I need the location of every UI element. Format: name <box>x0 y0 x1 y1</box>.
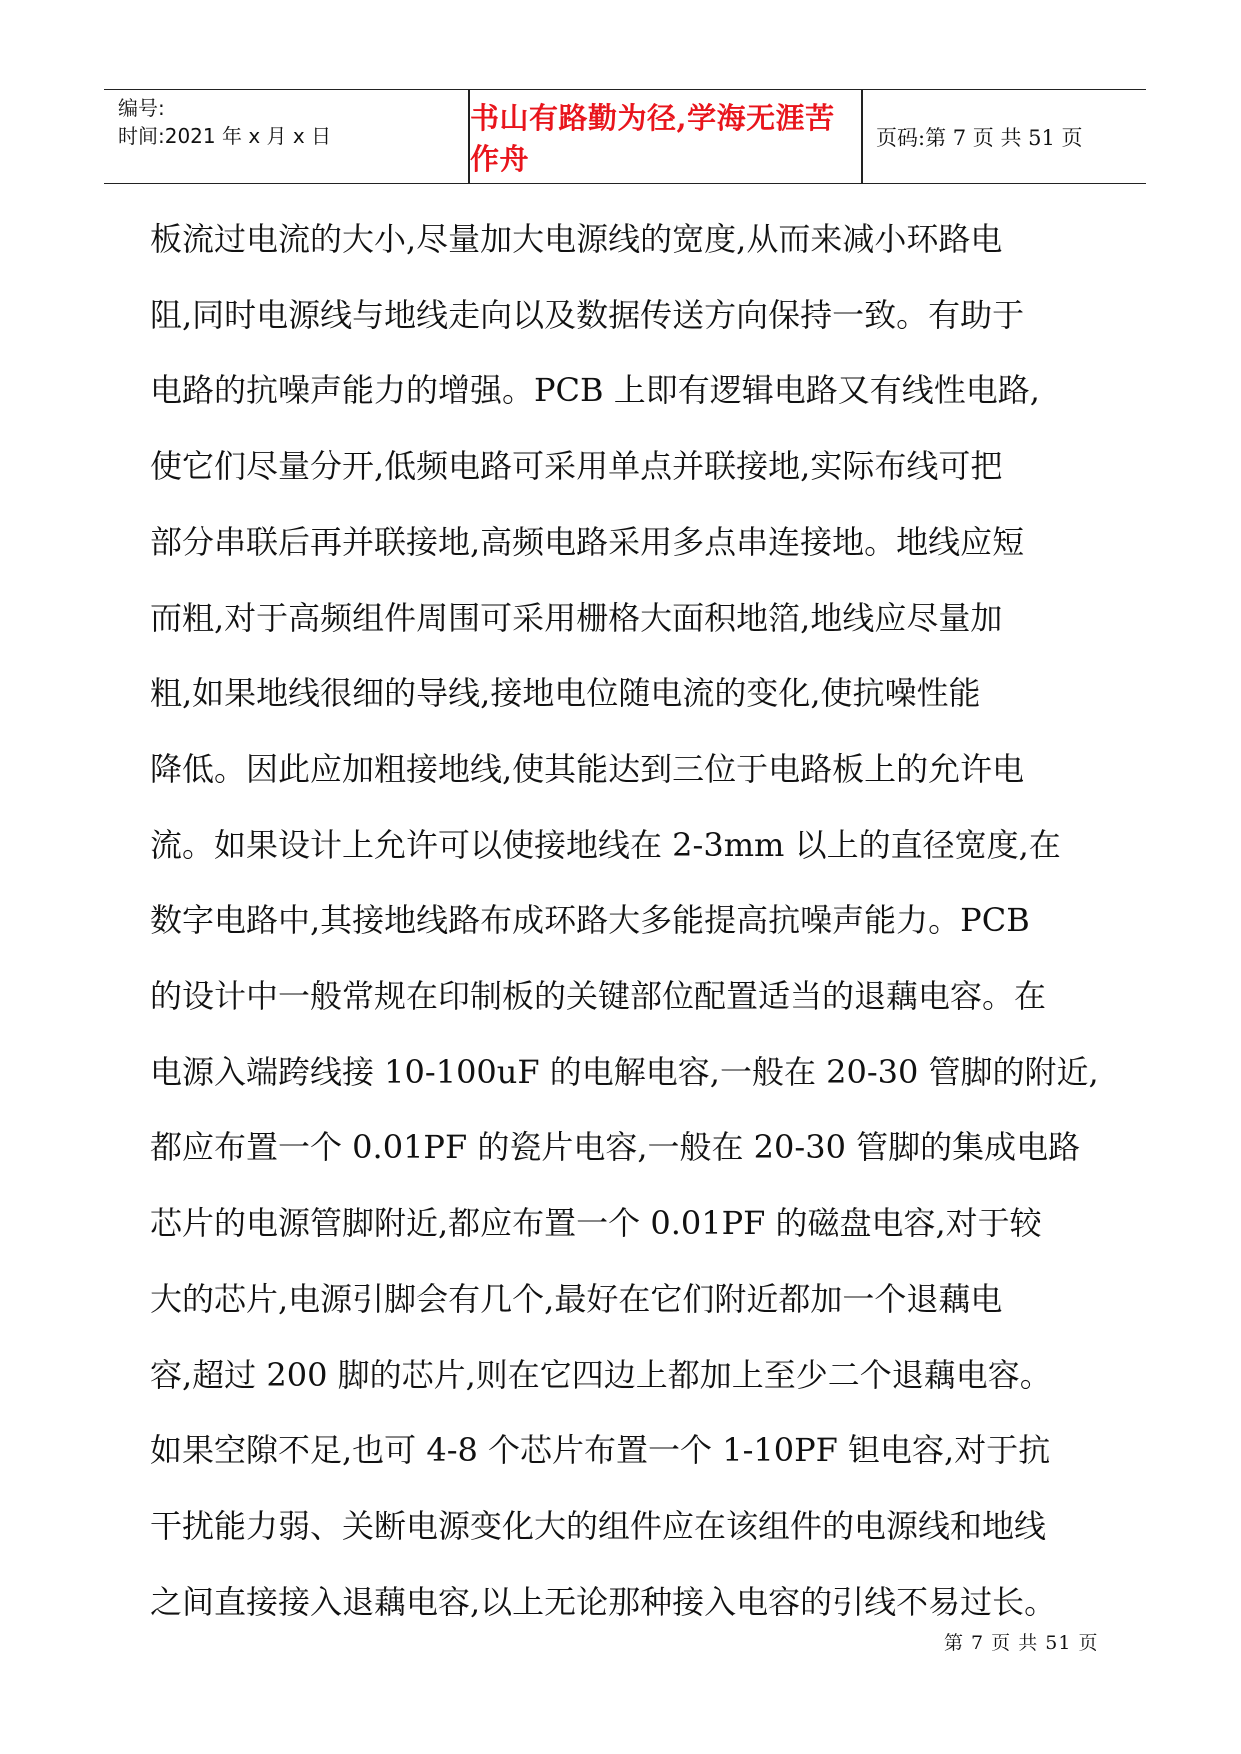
text-line: 部分串联后再并联接地,高频电路采用多点串连接地。地线应短 <box>150 522 1025 561</box>
text-line: 如果空隙不足,也可 4-8 个芯片布置一个 1-10PF 钽电容,对于抗 <box>150 1431 1051 1470</box>
text-line: 阻,同时电源线与地线走向以及数据传送方向保持一致。有助于 <box>150 295 1025 334</box>
document-number-label: 编号: <box>118 96 165 120</box>
header-divider-right <box>861 90 863 183</box>
text-line: 降低。因此应加粗接地线,使其能达到三位于电路板上的允许电 <box>150 749 1025 788</box>
page-footer: 第 7 页 共 51 页 <box>944 1632 1099 1654</box>
text-line: 都应布置一个 0.01PF 的瓷片电容,一般在 20-30 管脚的集成电路 <box>150 1128 1081 1167</box>
text-line: 使它们尽量分开,低频电路可采用单点并联接地,实际布线可把 <box>150 447 1003 486</box>
text-line: 数字电路中,其接地线路布成环路大多能提高抗噪声能力。PCB <box>150 901 1030 940</box>
text-line: 干扰能力弱、关断电源变化大的组件应在该组件的电源线和地线 <box>150 1506 1047 1545</box>
text-line: 之间直接接入退藕电容,以上无论那种接入电容的引线不易过长。 <box>150 1582 1057 1621</box>
text-line: 容,超过 200 脚的芯片,则在它四边上都加上至少二个退藕电容。 <box>150 1355 1052 1394</box>
text-line: 大的芯片,电源引脚会有几个,最好在它们附近都加一个退藕电 <box>150 1279 1003 1318</box>
text-line: 板流过电流的大小,尽量加大电源线的宽度,从而来减小环路电 <box>150 220 1003 258</box>
text-line: 电路的抗噪声能力的增强。PCB 上即有逻辑电路又有线性电路, <box>150 371 1040 410</box>
text-line: 粗,如果地线很细的导线,接地电位随电流的变化,使抗噪性能 <box>150 674 981 713</box>
text-line: 的设计中一般常规在印制板的关键部位配置适当的退藕电容。在 <box>150 977 1047 1015</box>
text-line: 电源入端跨线接 10-100uF 的电解电容,一般在 20-30 管脚的附近, <box>150 1052 1099 1091</box>
text-line: 芯片的电源管脚附近,都应布置一个 0.01PF 的磁盘电容,对于较 <box>150 1204 1042 1243</box>
text-line: 而粗,对于高频组件周围可采用栅格大面积地箔,地线应尽量加 <box>150 598 1003 637</box>
header-page-info: 页码:第 7 页 共 51 页 <box>876 125 1083 150</box>
header-motto: 书山有路勤为径,学海无涯苦作舟 <box>470 100 835 176</box>
header-meta <box>118 90 468 183</box>
text-line: 流。如果设计上允许可以使接地线在 2-3mm 以上的直径宽度,在 <box>150 825 1061 864</box>
page-header <box>104 89 1146 184</box>
document-time-label: 时间:2021 年 x 月 x 日 <box>118 124 332 148</box>
